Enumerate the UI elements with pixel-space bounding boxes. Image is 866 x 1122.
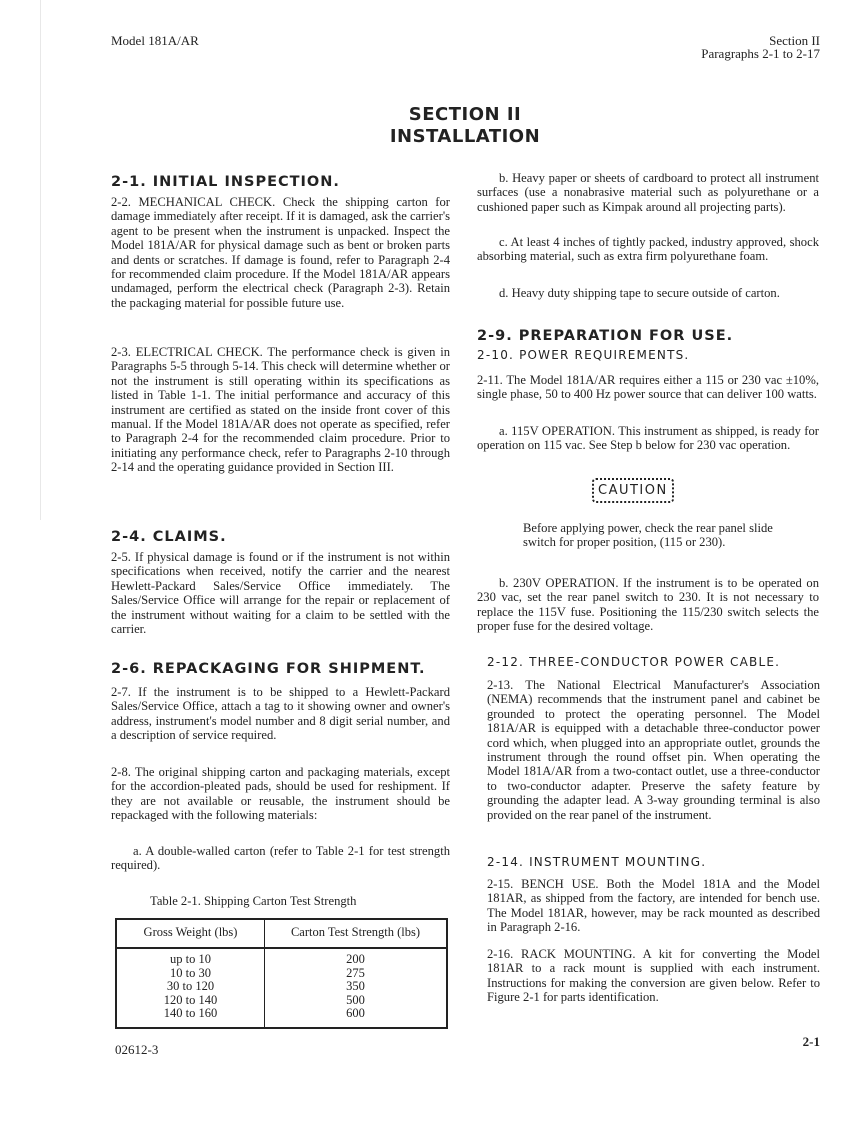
paragraph-2-13: 2-13. The National Electrical Manufacturer's Association (NEMA) recommends that the instrument panel and cabinet be grounded to protect the operating personnel. The Model 181A/AR is equipped with a detachable three-conductor power cord which, when plugged into an appropriate outlet, grounds the instrument through the round offset pin. When operating the Model 181A/AR from a two-contact outlet, use a three-conductor to two-conductor adapter. Preserve the safety feature by grounding the adapter lead. A 3-way grounding terminal is also provided on the rear panel of the instrument. bbox=[487, 678, 820, 822]
paragraph-2-8: 2-8. The original shipping carton and packaging materials, except for the accordion-pleated pads, should be used for reshipment. If they are not available or reusable, the instrument should be repackaged with the following materials: bbox=[111, 765, 450, 823]
paragraph-2-2: 2-2. MECHANICAL CHECK. Check the shipping carton for damage immediately after receipt. If it is damaged, ask the carrier's agent to be present when the instrument is unpacked. Inspect the Model 181A/AR for physical damage such as bent or broken parts and dents or scratches. If damage is found, refer to Paragraph 2-4 for recommended claim procedure. If the Model 181A/AR appears undamaged, perform the electrical check (Paragraph 2-3). Retain the packaging material for possible future use. bbox=[111, 195, 450, 310]
table-row bbox=[116, 994, 447, 1008]
heading-power-cable: 2-12. THREE-CONDUCTOR POWER CABLE. bbox=[487, 655, 781, 669]
page-number: 2-1 bbox=[802, 1034, 820, 1049]
heading-instrument-mounting: 2-14. INSTRUMENT MOUNTING. bbox=[487, 855, 707, 869]
table-title: Table 2-1. Shipping Carton Test Strength bbox=[150, 894, 357, 908]
paragraph-2-16: 2-16. RACK MOUNTING. A kit for converting the Model 181AR to a rack mount is supplied with each instrument. Instructions for making the conversion are given below. Refer to Figure 2-1 for parts identification. bbox=[487, 947, 820, 1005]
heading-claims: 2-4. CLAIMS. bbox=[111, 529, 227, 545]
table-row bbox=[116, 980, 447, 994]
header-paragraphs: Paragraphs 2-1 to 2-17 bbox=[701, 46, 820, 61]
table-cell: 200 bbox=[346, 952, 365, 966]
section-subtitle: INSTALLATION bbox=[389, 126, 541, 147]
table-header-strength: Carton Test Strength (lbs) bbox=[265, 919, 448, 948]
heading-repackaging: 2-6. REPACKAGING FOR SHIPMENT. bbox=[111, 661, 426, 677]
table-cell: 30 to 120 bbox=[116, 980, 265, 994]
table-cell: 500 bbox=[346, 992, 365, 1007]
paragraph-2-3: 2-3. ELECTRICAL CHECK. The performance check is given in Paragraphs 5-5 through 5-14. This check will determine whether or not the instrument is still operating within its specifications as listed in Table 1-1. The initial performance and accuracy of this instrument are certified as stated on the inside front cover of this manual. If the Model 181A/AR does not operate as specified, refer to Paragraph 2-4 for the recommended claim procedure. Prior to initiating any performance check, refer to Paragraphs 2-10 through 2-14 and the operating guidance provided in Section III. bbox=[111, 345, 451, 475]
table-cell: 140 to 160 bbox=[116, 1007, 265, 1028]
scan-margin-line bbox=[40, 0, 41, 520]
paragraph-d-tape: d. Heavy duty shipping tape to secure outside of carton. bbox=[499, 286, 780, 300]
paragraph-115v-operation: a. 115V OPERATION. This instrument as shipped, is ready for operation on 115 vac. See Step b below for 230 vac operation. bbox=[477, 424, 819, 453]
document-number: 02612-3 bbox=[115, 1042, 159, 1057]
paragraph-a-carton: a. A double-walled carton (refer to Table 2-1 for test strength required). bbox=[111, 844, 450, 873]
table-cell: 10 to 30 bbox=[116, 967, 265, 981]
paragraph-2-15: 2-15. BENCH USE. Both the Model 181A and the Model 181AR, as shipped from the factory, are intended for bench use. The Model 181AR, however, may be rack mounted as described in Paragraph 2-16. bbox=[487, 877, 820, 935]
table-row bbox=[116, 948, 447, 967]
table-cell: 120 to 140 bbox=[116, 994, 265, 1008]
heading-initial-inspection: 2-1. INITIAL INSPECTION. bbox=[111, 174, 340, 190]
table-cell: up to 10 bbox=[116, 948, 265, 967]
paragraph-b-paper: b. Heavy paper or sheets of cardboard to protect all instrument surfaces (use a nonabrasive material such as polyurethane or a cushioned paper such as Kimpak around all projecting parts). bbox=[477, 171, 819, 214]
header-section: Section II bbox=[769, 33, 820, 48]
paragraph-2-7: 2-7. If the instrument is to be shipped to a Hewlett-Packard Sales/Service Office, attach a tag to it showing owner and owner's address, instrument's model number and 8 digit serial number, and a description of service required. bbox=[111, 685, 450, 743]
table-header-weight: Gross Weight (lbs) bbox=[116, 919, 265, 948]
caution-label: CAUTION bbox=[592, 478, 674, 503]
paragraph-c-foam: c. At least 4 inches of tightly packed, industry approved, shock absorbing material, such as extra firm polyurethane foam. bbox=[477, 235, 819, 264]
section-title: SECTION II bbox=[408, 104, 522, 125]
shipping-carton-table bbox=[115, 918, 448, 1029]
table-row bbox=[116, 1007, 447, 1028]
table-cell: 600 bbox=[346, 1006, 365, 1020]
paragraph-230v-operation: b. 230V OPERATION. If the instrument is to be operated on 230 vac, set the rear panel switch to 230. It is not necessary to replace the 115V fuse. Positioning the 115/230 switch selects the proper fuse for the desired voltage. bbox=[477, 576, 819, 634]
caution-text: Before applying power, check the rear panel slide switch for proper position, (115 or 230). bbox=[523, 521, 773, 550]
table-cell: 350 bbox=[346, 979, 365, 993]
paragraph-2-5: 2-5. If physical damage is found or if the instrument is not within specifications when received, notify the carrier and the nearest Hewlett-Packard Sales/Service Office immediately. The Sales/Service Office will arrange for the repair or replacement of the instrument without waiting for a claim to be settled with the carrier. bbox=[111, 550, 450, 637]
paragraph-2-11: 2-11. The Model 181A/AR requires either a 115 or 230 vac ±10%, single phase, 50 to 400 Hz power source that can deliver 100 watts. bbox=[477, 373, 819, 402]
table-row bbox=[116, 967, 447, 981]
heading-preparation: 2-9. PREPARATION FOR USE. bbox=[477, 328, 734, 344]
table-cell: 275 bbox=[346, 965, 365, 980]
header-model: Model 181A/AR bbox=[111, 33, 199, 48]
heading-power-requirements: 2-10. POWER REQUIREMENTS. bbox=[477, 348, 690, 362]
